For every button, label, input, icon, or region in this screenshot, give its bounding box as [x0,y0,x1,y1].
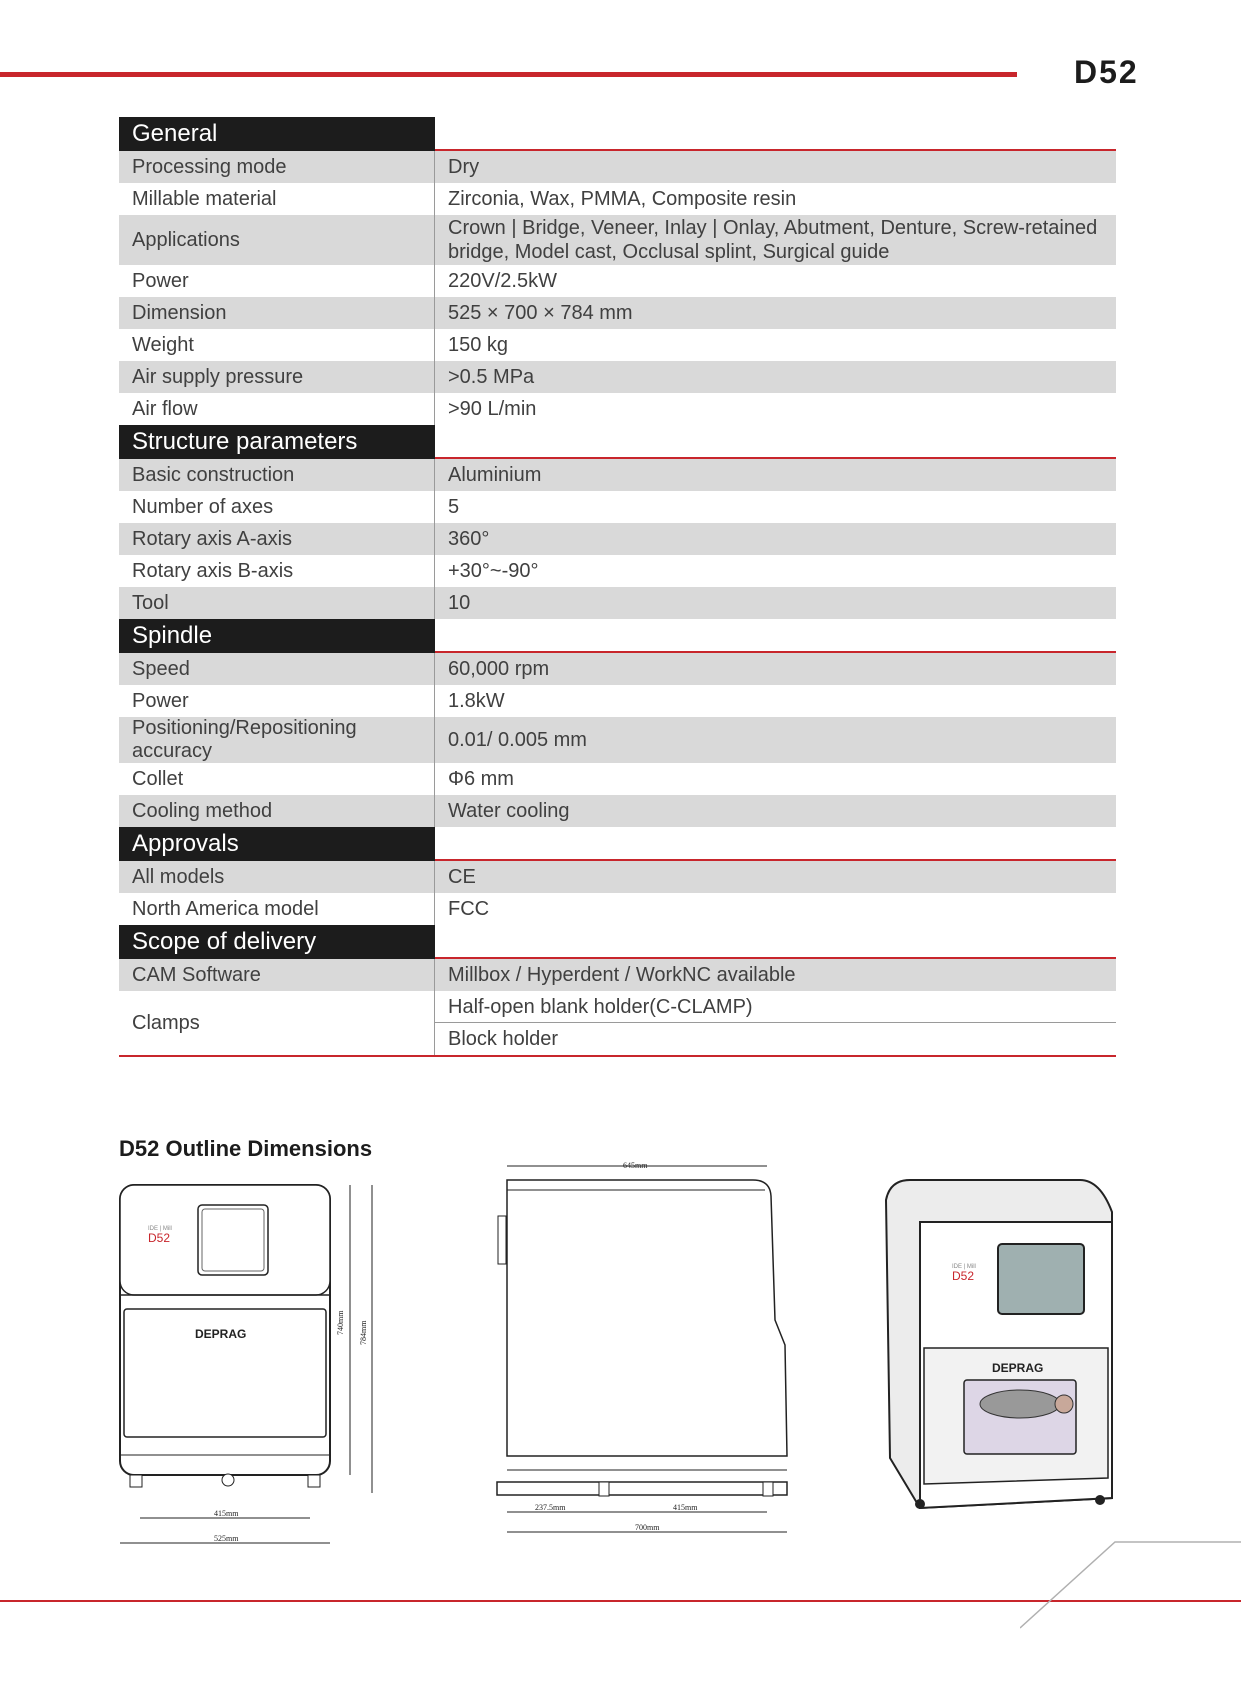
spec-label: North America model [119,893,435,925]
spec-label: Air flow [119,393,435,425]
spec-value: >0.5 MPa [448,366,535,388]
spec-row [119,795,1116,827]
clamps-value: Block holder [448,1028,559,1050]
section-header [119,827,1116,861]
render-tag-text: IDE | Mill [952,1264,976,1270]
spec-label: Number of axes [119,491,435,523]
section-title: Approvals [119,827,435,861]
spec-row [119,685,1116,717]
spec-label: Rotary axis A-axis [119,523,435,555]
side-top-depth-label: 645mm [623,1161,648,1170]
spec-label: Millable material [119,183,435,215]
spec-label: Applications [119,215,435,265]
spec-label: CAM Software [119,959,435,991]
spec-row [119,329,1116,361]
spec-label: Dimension [119,297,435,329]
spec-label: Basic construction [119,459,435,491]
spec-value: Φ6 mm [448,768,514,790]
spec-label: Cooling method [119,795,435,827]
clamps-row [119,991,1116,1057]
section-title: General [119,117,435,151]
spec-table [119,117,1116,1057]
spec-value: 220V/2.5kW [448,270,557,292]
spec-row [119,959,1116,991]
spec-row [119,893,1116,925]
spec-label: Collet [119,763,435,795]
render-brand-text: DEPRAG [992,1361,1044,1375]
section-header [119,619,1116,653]
spec-label: All models [119,861,435,893]
spec-value: >90 L/min [448,398,537,420]
spec-value: 360° [448,528,490,550]
section-title: Scope of delivery [119,925,435,959]
spec-row [119,151,1116,183]
section-title: Structure parameters [119,425,435,459]
spec-row [119,523,1116,555]
spec-label: Processing mode [119,151,435,183]
front-height-total-label: 784mm [359,1320,368,1345]
spec-row [119,183,1116,215]
section-title: Spindle [119,619,435,653]
section-header [119,425,1116,459]
clamps-value: Half-open blank holder(C-CLAMP) [435,991,1116,1023]
front-feet-span-label: 415mm [214,1509,239,1518]
spec-value: Millbox / Hyperdent / WorkNC available [448,964,796,986]
side-view-drawing [495,1160,800,1560]
spec-row [119,393,1116,425]
spec-value: Crown | Bridge, Veneer, Inlay | Onlay, Abutment, Denture, Screw-retained bridge, Model cast, Occlusal splint, Surgical guide [448,217,1098,263]
spec-value: 0.01/ 0.005 mm [448,729,587,751]
spec-value: Dry [448,156,480,178]
dimensions-title: D52 Outline Dimensions [119,1136,373,1161]
spec-row [119,491,1116,523]
spec-value: 525 × 700 × 784 mm [448,302,633,324]
spec-label: Weight [119,329,435,361]
spec-row [119,717,1116,763]
front-view-drawing [110,1175,390,1555]
spec-row [119,861,1116,893]
front-height-inner-label: 740mm [336,1310,345,1335]
spec-label: Tool [119,587,435,619]
spec-value: Zirconia, Wax, PMMA, Composite resin [448,188,797,210]
spec-value: Water cooling [448,800,570,822]
side-depth-label: 700mm [635,1523,660,1532]
spec-row [119,459,1116,491]
header-rule [0,72,1017,77]
render-model-text: D52 [952,1269,975,1283]
spec-label: Speed [119,653,435,685]
front-brand-text: DEPRAG [195,1327,247,1341]
machine-render [880,1178,1120,1518]
spec-label: Positioning/Repositioning accuracy [119,717,435,763]
spec-value: 10 [448,592,471,614]
spec-label: Power [119,265,435,297]
spec-row [119,297,1116,329]
front-tag-text: IDE | Mill [148,1226,172,1232]
front-width-label: 525mm [214,1534,239,1543]
spec-label: Air supply pressure [119,361,435,393]
section-header [119,925,1116,959]
spec-value: 1.8kW [448,690,505,712]
spec-row [119,587,1116,619]
section-header [119,117,1116,151]
spec-row [119,555,1116,587]
spec-row [119,265,1116,297]
spec-value: FCC [448,898,490,920]
spec-row [119,215,1116,265]
spec-value: 150 kg [448,334,509,356]
page-title: D52 [1074,54,1139,90]
clamps-label: Clamps [119,991,435,1055]
spec-value: 5 [448,496,460,518]
spec-row [119,653,1116,685]
spec-value: CE [448,866,476,888]
spec-row [119,763,1116,795]
spec-value: +30°~-90° [448,560,539,582]
front-model-text: D52 [148,1231,171,1245]
footer-corner-line [1020,1540,1241,1630]
side-feet-span-label: 415mm [673,1503,698,1512]
spec-label: Rotary axis B-axis [119,555,435,587]
spec-value: 60,000 rpm [448,658,550,680]
side-offset-label: 237.5mm [535,1503,566,1512]
spec-label: Power [119,685,435,717]
spec-value: Aluminium [448,464,542,486]
spec-row [119,361,1116,393]
